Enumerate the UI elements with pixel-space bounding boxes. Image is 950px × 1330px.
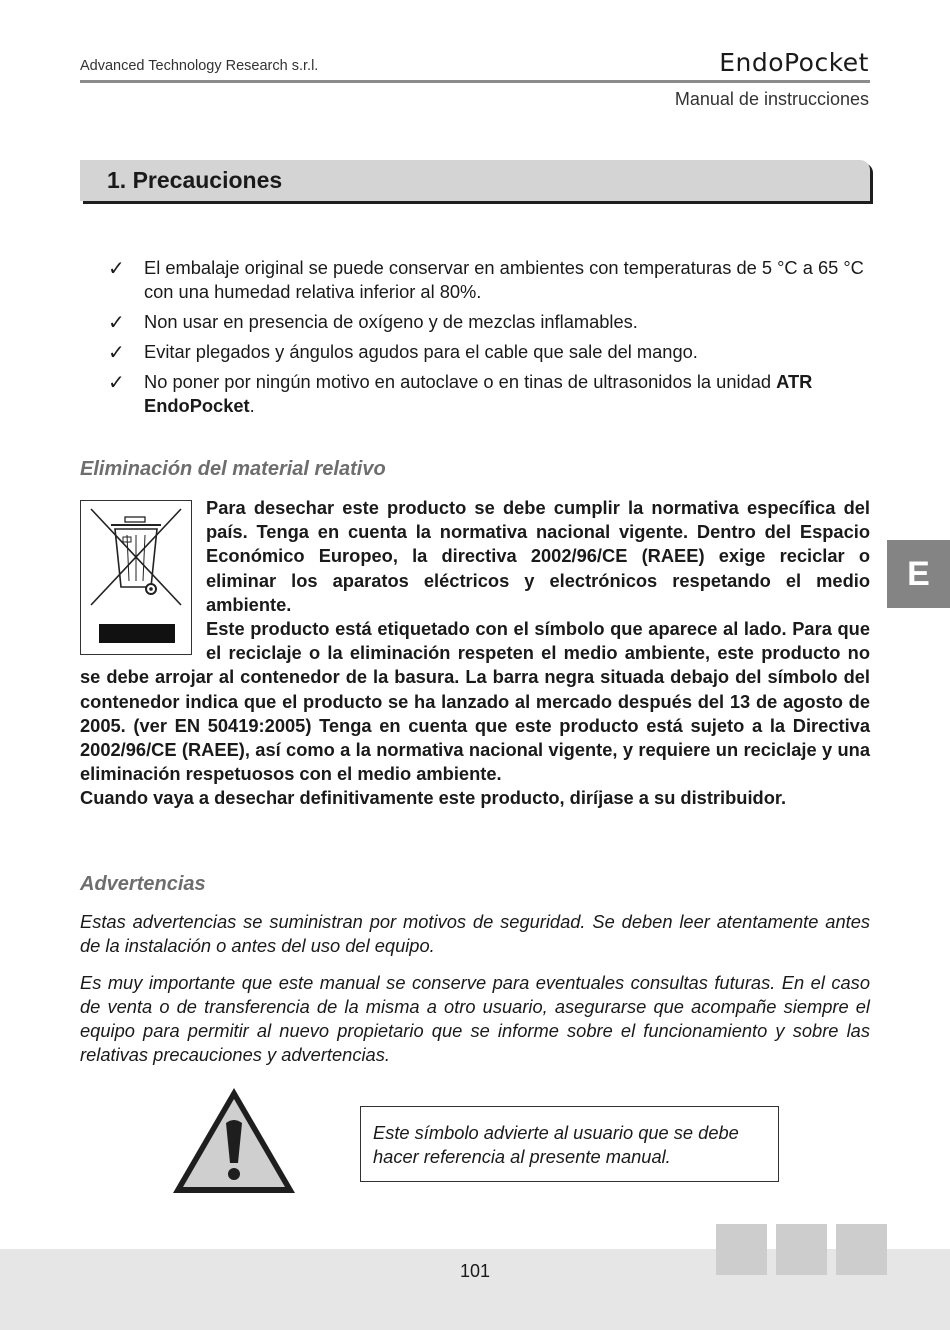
- checkmark-icon: ✓: [108, 310, 125, 334]
- warnings-paragraph: Es muy importante que este manual se conserve para eventuales consultas futuras. En el caso de venta o de transferencia de la misma a otro usuario, asegurarse que acompañe siempre el equipo para permitir al nuevo propietario que se informe sobre el funcionamiento y sobre las relativas precauciones y advertencias.: [80, 972, 870, 1065]
- precautions-list: [108, 256, 870, 424]
- page-number: 101: [459, 1261, 491, 1281]
- product-name: ATR EndoPocket: [144, 371, 813, 416]
- language-tab: E: [887, 540, 950, 608]
- checkmark-icon: ✓: [108, 370, 125, 394]
- disposal-text: [80, 496, 870, 811]
- precaution-item: [108, 370, 870, 418]
- disposal-paragraph: Cuando vaya a desechar definitivamente este producto, diríjase a su distribuidor.: [80, 787, 787, 809]
- precaution-text: No poner por ningún motivo en autoclave o en tinas de ultrasonidos la unidad: [144, 371, 777, 392]
- disposal-paragraph: Para desechar este producto se debe cumplir la normativa específica del país. Tenga en cuenta la normativa nacional vigente. Dentro del Espacio Económico Europeo, la directiva 2002/96/CE (RAEE) exige reciclar o eliminar los aparatos eléctricos y electrónicos respetando el medio ambiente.: [206, 497, 870, 615]
- precaution-item: [108, 256, 870, 304]
- footer-square: [716, 1224, 767, 1275]
- warnings-paragraph: Estas advertencias se suministran por motivos de seguridad. Se deben leer atentamente antes de la instalación o antes del uso del equipo.: [80, 911, 870, 956]
- warning-symbol-note: Este símbolo advierte al usuario que se debe hacer referencia al presente manual.: [360, 1106, 779, 1182]
- brand-logo: EndoPocket: [719, 48, 869, 77]
- manual-subtitle: Manual de instrucciones: [674, 89, 869, 109]
- disposal-heading: Eliminación del material relativo: [80, 458, 386, 480]
- precaution-item: [108, 340, 870, 364]
- section-title: 1. Precauciones: [107, 167, 283, 193]
- warning-triangle-icon: [170, 1085, 298, 1197]
- header-divider: [80, 80, 870, 83]
- precaution-item: [108, 310, 870, 334]
- footer-square: [836, 1224, 887, 1275]
- precaution-text: Non usar en presencia de oxígeno y de mezclas inflamables.: [144, 311, 638, 332]
- footer-square: [776, 1224, 827, 1275]
- warnings-heading: Advertencias: [80, 873, 206, 895]
- checkmark-icon: ✓: [108, 256, 125, 280]
- precaution-text: El embalaje original se puede conservar en ambientes con temperaturas de 5 °C a 65 °C con una humedad relativa inferior al 80%.: [144, 257, 864, 302]
- precaution-end: .: [249, 395, 255, 416]
- checkmark-icon: ✓: [108, 340, 125, 364]
- disposal-paragraph: Este producto está etiquetado con el símbolo que aparece al lado. Para que el reciclaje o la eliminación respeten el medio ambiente, este producto no se debe arrojar al contenedor de la basura. La barra negra situada debajo del símbolo del contenedor indica que el producto se ha lanzado al mercado después del 13 de agosto de 2005. (ver EN 50419:2005) Tenga en cuenta que este producto está sujeto a la Directiva 2002/96/CE (RAEE), así como a la normativa nacional vigente, y requiere un reciclaje y una eliminación respetuosos con el medio ambiente.: [80, 618, 870, 785]
- weee-crossed-bin-icon: [80, 500, 192, 655]
- company-name: Advanced Technology Research s.r.l.: [80, 58, 319, 74]
- precaution-text: Evitar plegados y ángulos agudos para el cable que sale del mango.: [144, 341, 698, 362]
- section-title-bar: [80, 160, 870, 201]
